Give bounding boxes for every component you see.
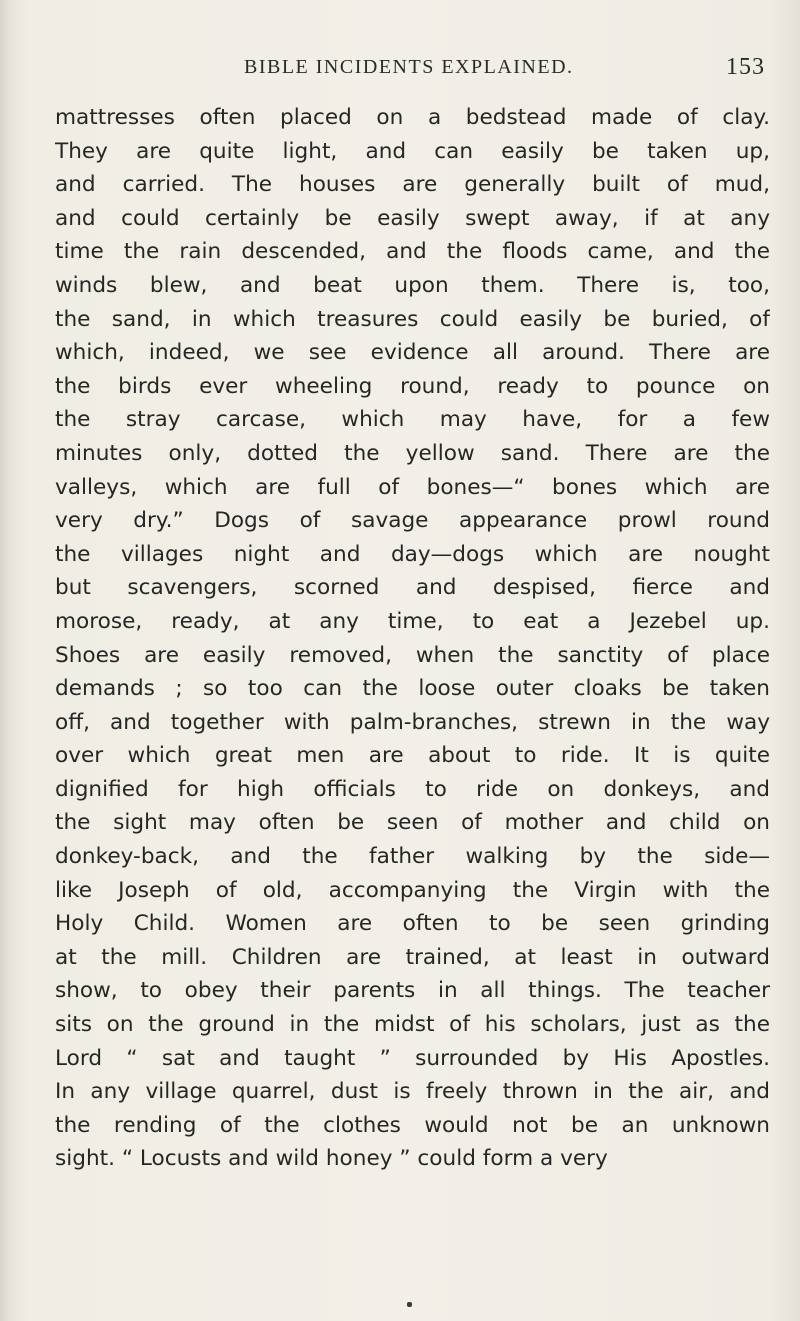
text-line: donkey-back, and the father walking by the side—: [55, 844, 770, 870]
text-line: very dry.” Dogs of savage appearance prowl round: [55, 508, 770, 534]
text-line: mattresses often placed on a bedstead made of clay.: [55, 105, 770, 130]
text-line: but scavengers, scorned and despised, fierce and: [55, 575, 770, 601]
text-line: and could certainly be easily swept away, if at any: [55, 205, 770, 231]
text-line: minutes only, dotted the yellow sand. There are the: [55, 440, 770, 466]
text-line: and carried. The houses are generally built of mud,: [55, 172, 770, 198]
running-head: [0, 54, 800, 84]
text-line: In any village quarrel, dust is freely thrown in the air, and: [55, 1079, 770, 1105]
text-line: dignified for high officials to ride on donkeys, and: [55, 776, 770, 802]
text-line: Holy Child. Women are often to be seen grinding: [55, 911, 770, 937]
text-line: like Joseph of old, accompanying the Virgin with the: [55, 877, 770, 903]
text-line: morose, ready, at any time, to eat a Jezebel up.: [55, 608, 770, 634]
text-line: the villages night and day—dogs which are nought: [55, 541, 770, 567]
ink-speck: [407, 1302, 412, 1307]
page-number: 153: [726, 54, 765, 80]
body-text: [55, 101, 770, 1176]
text-line: sits on the ground in the midst of his scholars, just as the: [55, 1012, 770, 1038]
text-line: off, and together with palm-branches, strewn in the way: [55, 709, 770, 735]
text-line: time the rain descended, and the floods came, and the: [55, 239, 770, 265]
text-line: valleys, which are full of bones—“ bones which are: [55, 474, 770, 500]
text-line: sight. “ Locusts and wild honey ” could form a very: [55, 1146, 608, 1172]
text-line: over which great men are about to ride. It is quite: [55, 743, 770, 769]
text-line: winds blew, and beat upon them. There is, too,: [55, 272, 770, 298]
text-line: demands ; so too can the loose outer cloaks be taken: [55, 676, 770, 702]
text-line: They are quite light, and can easily be taken up,: [55, 138, 770, 164]
text-line: the sand, in which treasures could easily be buried, of: [55, 306, 770, 332]
text-line: show, to obey their parents in all things. The teacher: [55, 978, 770, 1004]
text-line: which, indeed, we see evidence all around. There are: [55, 340, 770, 366]
text-line: the birds ever wheeling round, ready to pounce on: [55, 373, 770, 399]
text-line: the sight may often be seen of mother and child on: [55, 810, 770, 836]
running-title: BIBLE INCIDENTS EXPLAINED.: [244, 56, 574, 78]
text-line: at the mill. Children are trained, at least in outward: [55, 944, 770, 970]
text-line: the rending of the clothes would not be an unknown: [55, 1112, 770, 1138]
text-line: Shoes are easily removed, when the sanctity of place: [55, 642, 770, 668]
text-line: Lord “ sat and taught ” surrounded by His Apostles.: [55, 1045, 770, 1071]
text-line: the stray carcase, which may have, for a few: [55, 407, 770, 433]
